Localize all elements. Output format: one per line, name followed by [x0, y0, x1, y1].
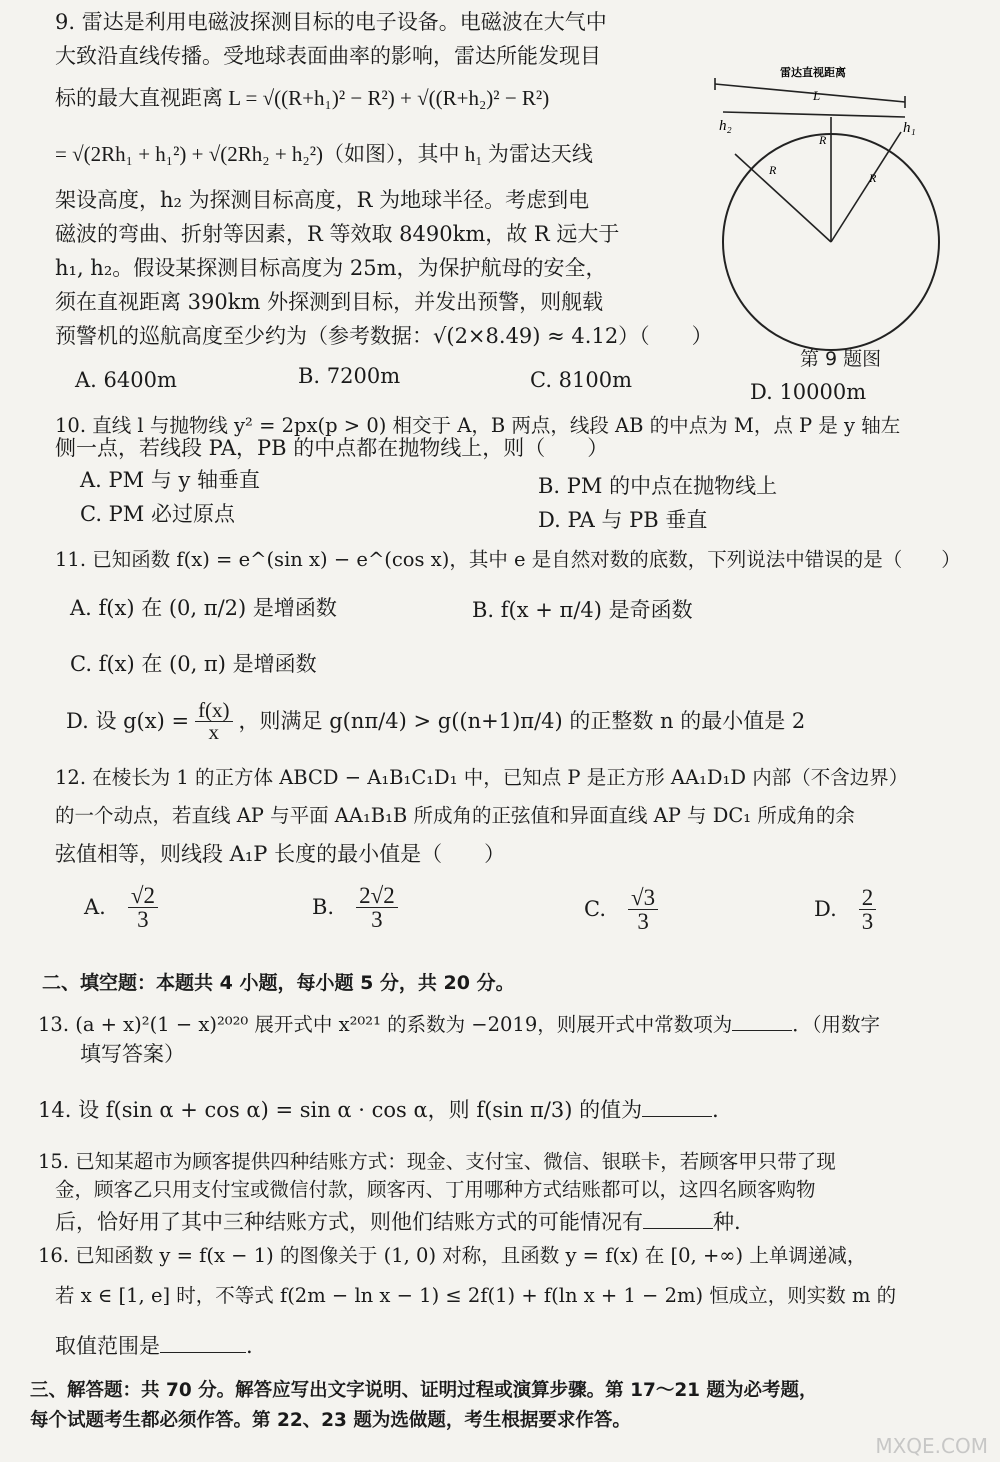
q10-line-1: 10. 直线 l 与抛物线 y² = 2px(p > 0) 相交于 A，B 两点，线段 AB 的中点为 M，点 P 是 y 轴左 — [55, 414, 901, 437]
figure-label-L: L — [813, 88, 821, 103]
q10-option-c[interactable]: C. PM 必过原点 — [80, 502, 235, 526]
figure-caption: 第 9 题图 — [800, 348, 882, 370]
q9-option-c[interactable]: C. 8100m — [530, 368, 633, 392]
site-watermark: MXQE.COM — [875, 1434, 988, 1458]
q15-line-3 — [55, 1210, 741, 1233]
q9-line-2: 大致沿直线传播。受地球表面曲率的影响，雷达所能发现目 — [55, 44, 601, 68]
q11-stem: 11. 已知函数 f(x) = e^(sin x) − e^(cos x)，其中 e 是自然对数的底数，下列说法中错误的是（ ） — [55, 548, 961, 571]
q11-fraction-numerator: f(x) — [195, 700, 232, 722]
q13-answer-blank[interactable] — [732, 1012, 792, 1031]
q12-option-d[interactable] — [814, 886, 876, 933]
q12-option-a-den: 3 — [137, 907, 149, 932]
radar-figure — [705, 62, 955, 352]
q12-option-b-den: 3 — [371, 907, 383, 932]
q9-line-7: h₁, h₂。假设某探测目标高度为 25m，为保护航母的安全， — [55, 256, 607, 280]
q10-line-2: 侧一点，若线段 PA，PB 的中点都在抛物线上，则（ ） — [55, 436, 609, 460]
q14-text-end: ． — [712, 1098, 734, 1122]
q15-text: 后，恰好用了其中三种结账方式，则他们结账方式的可能情况有 — [55, 1210, 643, 1234]
q16-line-2: 若 x ∈ [1, e] 时，不等式 f(2m − ln x − 1) ≤ 2f(1) + f(ln x + 1 − 2m) 恒成立，则实数 m 的 — [55, 1284, 897, 1307]
q14-text: 14. 设 f(sin α + cos α) = sin α · cos α，则 f(sin π/3) 的值为 — [38, 1098, 643, 1122]
q16-text-end: . — [246, 1334, 253, 1358]
q15-line-1: 15. 已知某超市为顾客提供四种结账方式：现金、支付宝、微信、银联卡，若顾客甲只带了现 — [38, 1150, 836, 1173]
q9-line-3: 标的最大直视距离 L = √((R+h₁)² − R²) + √((R+h₂)² − R²) — [55, 86, 550, 110]
q15-answer-blank[interactable] — [643, 1210, 713, 1229]
q14-line — [38, 1098, 733, 1121]
q9-line-6: 磁波的弯曲、折射等因素，R 等效取 8490km，故 R 远大于 — [55, 222, 620, 246]
q12-option-a-value — [128, 884, 158, 931]
q12-option-a-label: A. — [84, 895, 106, 919]
q9-line-4: = √(2Rh₁ + h₁²) + √(2Rh₂ + h₂²)（如图），其中 h₁ 为雷达天线 — [55, 142, 593, 166]
section-3-line-2: 每个试题考生都必须作答。第 22、23 题为选做题，考生根据要求作答。 — [30, 1410, 631, 1431]
q9-option-d[interactable]: D. 10000m — [750, 380, 867, 404]
q12-option-b[interactable] — [312, 884, 398, 931]
q11-option-a[interactable]: A. f(x) 在 (0, π/2) 是增函数 — [70, 596, 337, 620]
figure-label-R-mid: R — [819, 133, 827, 147]
section-3-line-1: 三、解答题：共 70 分。解答应写出文字说明、证明过程或演算步骤。第 17～21 题为必考题， — [30, 1380, 818, 1401]
q9-line-1: 9. 雷达是利用电磁波探测目标的电子设备。电磁波在大气中 — [55, 10, 607, 34]
figure-label-h2: h₂ — [719, 118, 732, 134]
q10-option-d[interactable]: D. PA 与 PB 垂直 — [538, 508, 708, 532]
q13-line-2: 填写答案） — [80, 1042, 185, 1066]
q13-text: 13. (a + x)²(1 − x)²⁰²⁰ 展开式中 x²⁰²¹ 的系数为 −2019，则展开式中常数项为 — [38, 1013, 733, 1036]
section-2-heading: 二、填空题：本题共 4 小题，每小题 5 分，共 20 分。 — [42, 972, 515, 994]
q12-option-c-label: C. — [584, 897, 606, 921]
q16-line-3 — [55, 1334, 253, 1357]
q11-fraction-denominator: x — [208, 720, 220, 744]
q12-option-d-value — [859, 886, 877, 933]
q15-text-end: 种. — [713, 1210, 741, 1234]
q16-answer-blank[interactable] — [160, 1334, 246, 1353]
q11-option-d[interactable] — [66, 700, 805, 743]
q16-line-1: 16. 已知函数 y = f(x − 1) 的图像关于 (1, 0) 对称，且函数 y = f(x) 在 [0, +∞) 上单调递减， — [38, 1244, 867, 1267]
q15-line-2: 金，顾客乙只用支付宝或微信付款，顾客丙、丁用哪种方式结账都可以，这四名顾客购物 — [55, 1178, 816, 1201]
q12-option-a[interactable] — [84, 884, 158, 931]
q13-line-1 — [38, 1012, 880, 1035]
q12-option-d-num: 2 — [859, 886, 877, 910]
q12-line-1: 12. 在棱长为 1 的正方体 ABCD − A₁B₁C₁D₁ 中，已知点 P 是正方形 AA₁D₁D 内部（不含边界） — [55, 766, 909, 789]
q10-option-a[interactable]: A. PM 与 y 轴垂直 — [80, 468, 261, 492]
q12-line-3: 弦值相等，则线段 A₁P 长度的最小值是（ ） — [55, 842, 506, 866]
q12-line-2: 的一个动点，若直线 AP 与平面 AA₁B₁B 所成角的正弦值和异面直线 AP 与 DC₁ 所成角的余 — [55, 804, 855, 827]
q12-option-c-value — [628, 886, 658, 933]
figure-label-h1: h₁ — [903, 120, 916, 136]
q10-option-b[interactable]: B. PM 的中点在抛物线上 — [538, 474, 778, 498]
q12-option-b-num: 2√2 — [356, 884, 398, 908]
q12-option-b-label: B. — [312, 895, 335, 919]
q11-option-d-post: ，则满足 g(nπ/4) > g((n+1)π/4) 的正整数 n 的最小值是 2 — [238, 709, 806, 733]
q9-option-a[interactable]: A. 6400m — [75, 368, 177, 392]
q9-line-9: 预警机的巡航高度至少约为（参考数据：√(2×8.49) ≈ 4.12）（ ） — [55, 324, 713, 348]
q12-option-c-num: √3 — [628, 886, 658, 910]
figure-title: 雷达直视距离 — [780, 66, 846, 79]
q11-option-c[interactable]: C. f(x) 在 (0, π) 是增函数 — [70, 652, 317, 676]
q14-answer-blank[interactable] — [642, 1098, 712, 1117]
q9-line-5: 架设高度，h₂ 为探测目标高度，R 为地球半径。考虑到电 — [55, 188, 590, 212]
q12-option-c[interactable] — [584, 886, 658, 933]
q12-option-b-value — [356, 884, 398, 931]
q13-text-end: ．（用数字 — [792, 1013, 881, 1036]
figure-label-R-left: R — [769, 163, 777, 177]
q9-line-8: 须在直视距离 390km 外探测到目标，并发出预警，则舰载 — [55, 290, 604, 314]
q9-option-b[interactable]: B. 7200m — [298, 364, 401, 388]
q12-option-d-den: 3 — [861, 909, 874, 934]
q12-option-d-label: D. — [814, 897, 837, 921]
q16-text: 取值范围是 — [55, 1334, 160, 1358]
figure-label-R-right: R — [869, 171, 877, 185]
q11-option-b[interactable]: B. f(x + π/4) 是奇函数 — [472, 598, 693, 622]
q12-option-a-num: √2 — [128, 884, 158, 908]
q11-option-d-fraction — [195, 700, 232, 743]
q11-option-d-pre: D. 设 g(x) = — [66, 709, 190, 733]
q12-option-c-den: 3 — [637, 909, 649, 934]
